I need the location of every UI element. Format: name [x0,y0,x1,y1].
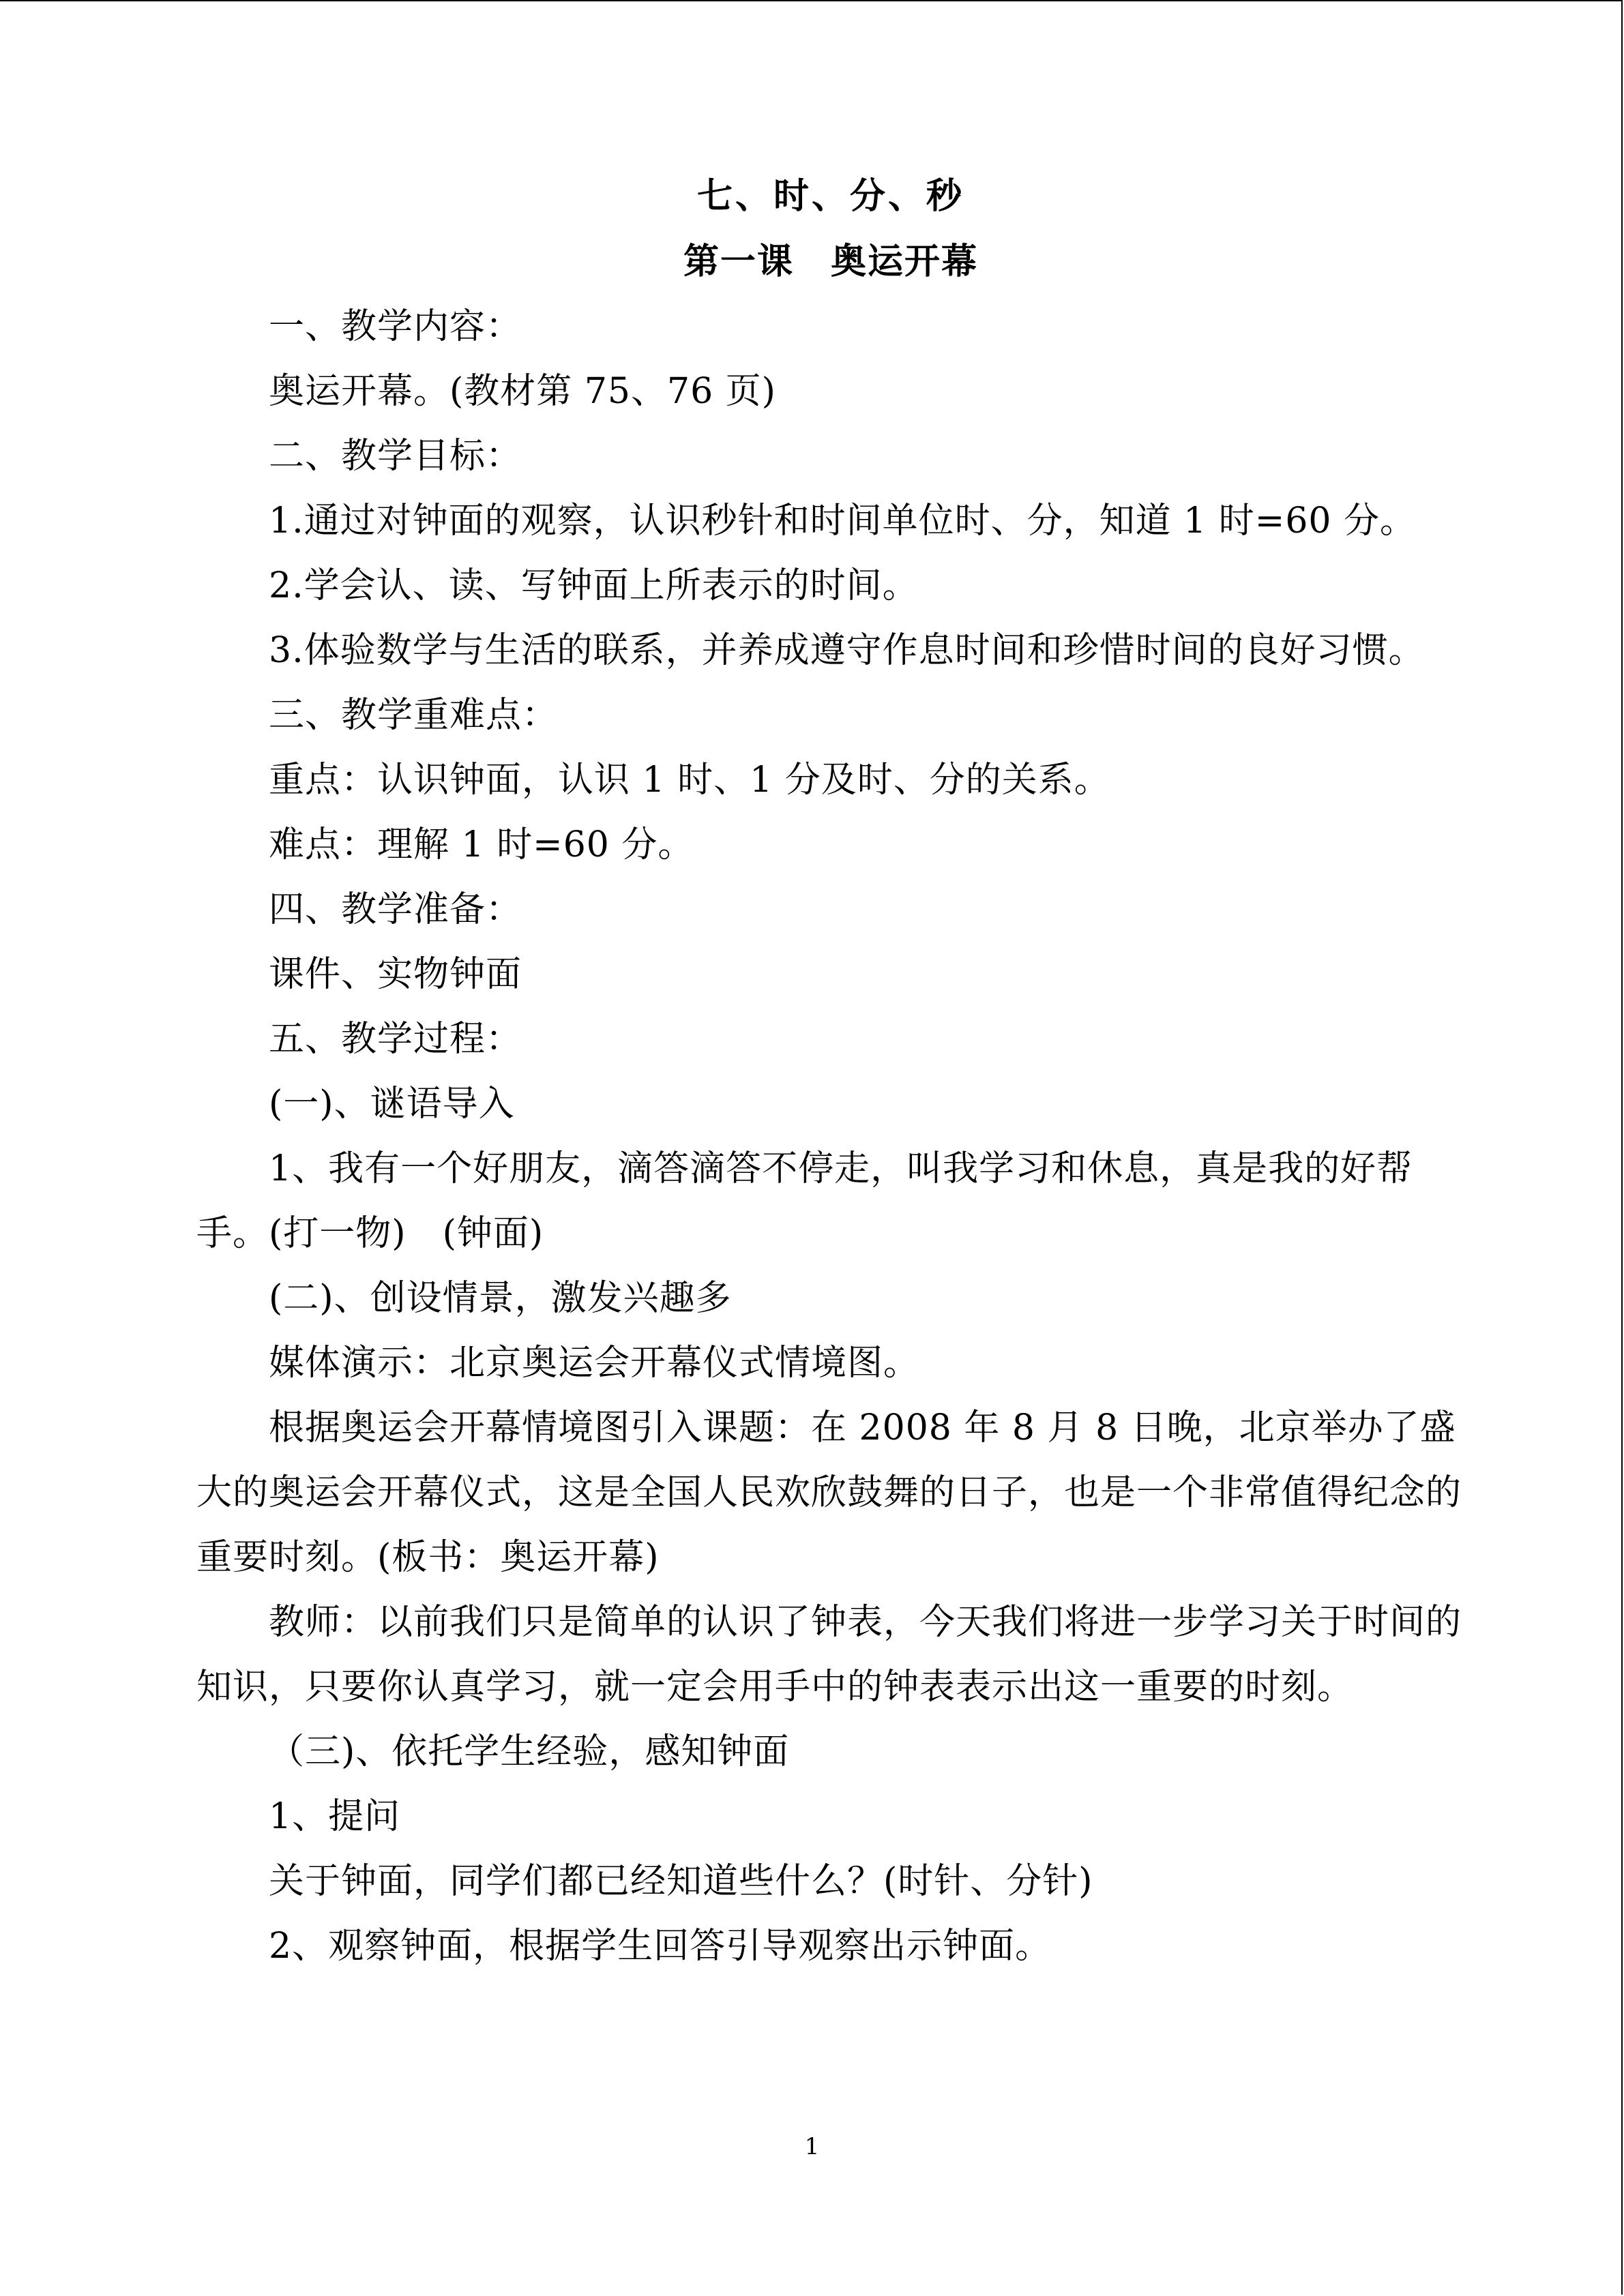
key-point-text: 重点：认识钟面，认识 1 时、1 分及时、分的关系。 [269,760,1110,801]
question-heading: 1、提问 [269,1796,401,1837]
observe-clock-text: 2、观察钟面，根据学生回答引导观察出示钟面。 [269,1926,1052,1967]
page-number: 1 [804,2133,820,2160]
goal-item-2: 2.学会认、读、写钟面上所表示的时间。 [269,565,919,606]
document-title: 七、时、分、秒 [696,175,964,217]
process-step-1-heading: (一)、谜语导入 [269,1084,515,1124]
section-heading-preparation: 四、教学准备： [269,889,522,930]
section-heading-content: 一、教学内容： [269,306,522,347]
preparation-text: 课件、实物钟面 [269,954,522,995]
media-demo-text: 媒体演示：北京奥运会开幕仪式情境图。 [269,1343,920,1384]
document-body [196,164,1465,1979]
section-heading-process: 五、教学过程： [269,1019,522,1060]
lesson-title: 第一课 奥运开幕 [683,241,978,282]
question-text: 关于钟面，同学们都已经知道些什么？(时针、分针) [269,1861,1093,1902]
goal-item-1: 1.通过对钟面的观察，认识秒针和时间单位时、分，知道 1 时=60 分。 [269,501,1417,541]
goal-item-3: 3.体验数学与生活的联系，并养成遵守作息时间和珍惜时间的良好习惯。 [269,630,1425,671]
riddle-text: 1、我有一个好朋友，滴答滴答不停走，叫我学习和休息，真是我的好帮手。(打一物) (钟面) [196,1148,1413,1254]
difficult-point-text: 难点：理解 1 时=60 分。 [269,824,694,865]
section-heading-key-points: 三、教学重难点： [269,695,559,736]
content-text: 奥运开幕。(教材第 75、76 页) [269,371,776,412]
process-step-3-heading: （三)、依托学生经验，感知钟面 [269,1731,790,1772]
process-step-2-heading: (二)、创设情景，激发兴趣多 [269,1278,732,1319]
intro-topic-text: 根据奥运会开幕情境图引入课题：在 2008 年 8 月 8 日晚，北京举办了盛大的奥运会开幕仪式，这是全国人民欢欣鼓舞的日子，也是一个非常值得纪念的重要时刻。(板书：奥运开幕) [196,1407,1462,1578]
teacher-text: 教师：以前我们只是简单的认识了钟表，今天我们将进一步学习关于时间的知识，只要你认真学习，就一定会用手中的钟表表示出这一重要的时刻。 [196,1602,1462,1708]
section-heading-goals: 二、教学目标： [269,436,522,477]
